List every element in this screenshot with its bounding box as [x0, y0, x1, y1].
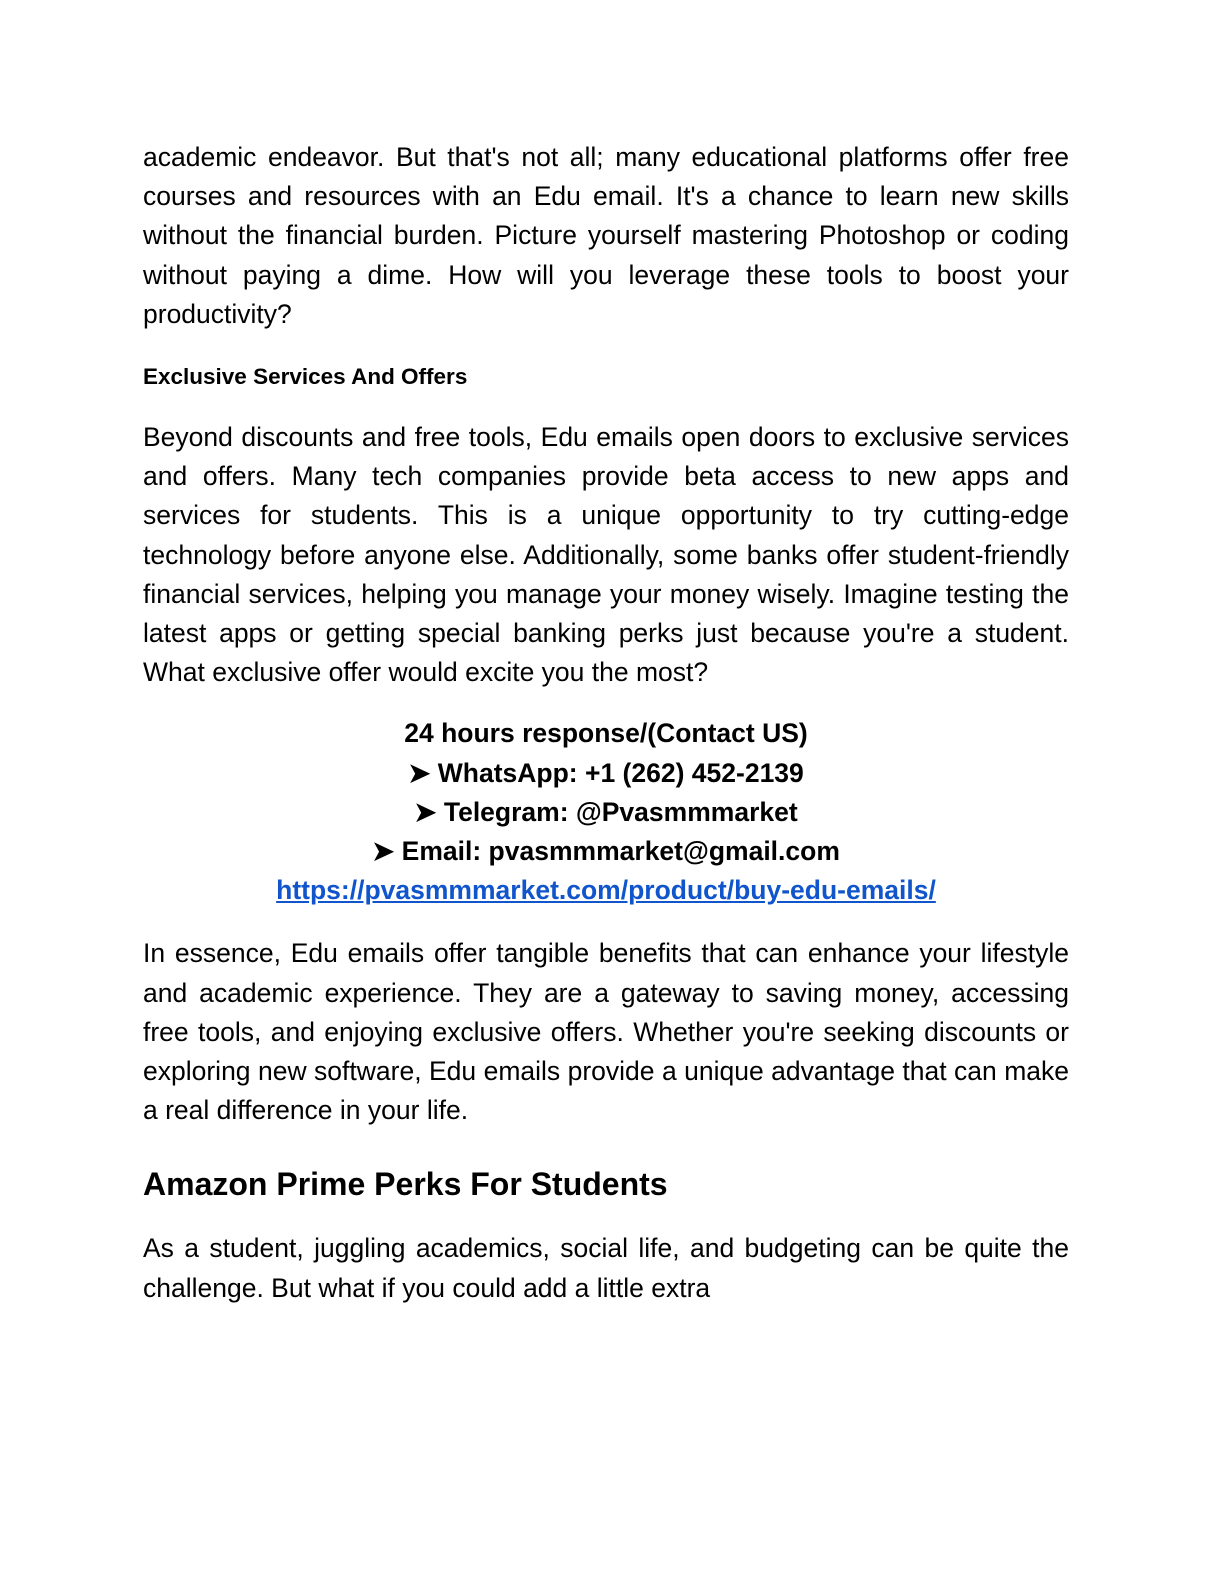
- contact-email: ➤ Email: pvasmmmarket@gmail.com: [372, 836, 840, 867]
- contact-telegram: ➤ Telegram: @Pvasmmmarket: [414, 796, 798, 827]
- product-link[interactable]: https://pvasmmmarket.com/product/buy-edu-emails/: [276, 875, 936, 906]
- document-page: [143, 138, 1069, 1308]
- exclusive-services-paragraph: Beyond discounts and free tools, Edu emails open doors to exclusive services and offers. Many tech companies provide beta access to new apps and services for students. This is a unique opportunity to try cutting-edge technology before anyone else. Additionally, some banks offer student-friendly financial services, helping you manage your money wisely. Imagine testing the latest apps or getting special banking perks just because you're a student. What exclusive offer would excite you the most?: [143, 422, 1069, 688]
- contact-block: [143, 714, 1069, 910]
- amazon-prime-paragraph: As a student, juggling academics, social life, and budgeting can be quite the challenge. But what if you could add a little extra: [143, 1233, 1069, 1303]
- contact-whatsapp: ➤ WhatsApp: +1 (262) 452-2139: [408, 757, 804, 788]
- contact-title: 24 hours response/(Contact US): [404, 718, 808, 749]
- intro-paragraph: academic endeavor. But that's not all; many educational platforms offer free courses and resources with an Edu email. It's a chance to learn new skills without the financial burden. Picture yourself mastering Photoshop or coding without paying a dime. How will you leverage these tools to boost your productivity?: [143, 142, 1069, 329]
- exclusive-services-heading: Exclusive Services And Offers: [143, 364, 468, 390]
- essence-paragraph: In essence, Edu emails offer tangible benefits that can enhance your lifestyle and academic experience. They are a gateway to saving money, accessing free tools, and enjoying exclusive offers. Whether you're seeking discounts or exploring new software, Edu emails provide a unique advantage that can make a real difference in your life.: [143, 938, 1069, 1126]
- amazon-prime-heading: Amazon Prime Perks For Students: [143, 1166, 668, 1203]
